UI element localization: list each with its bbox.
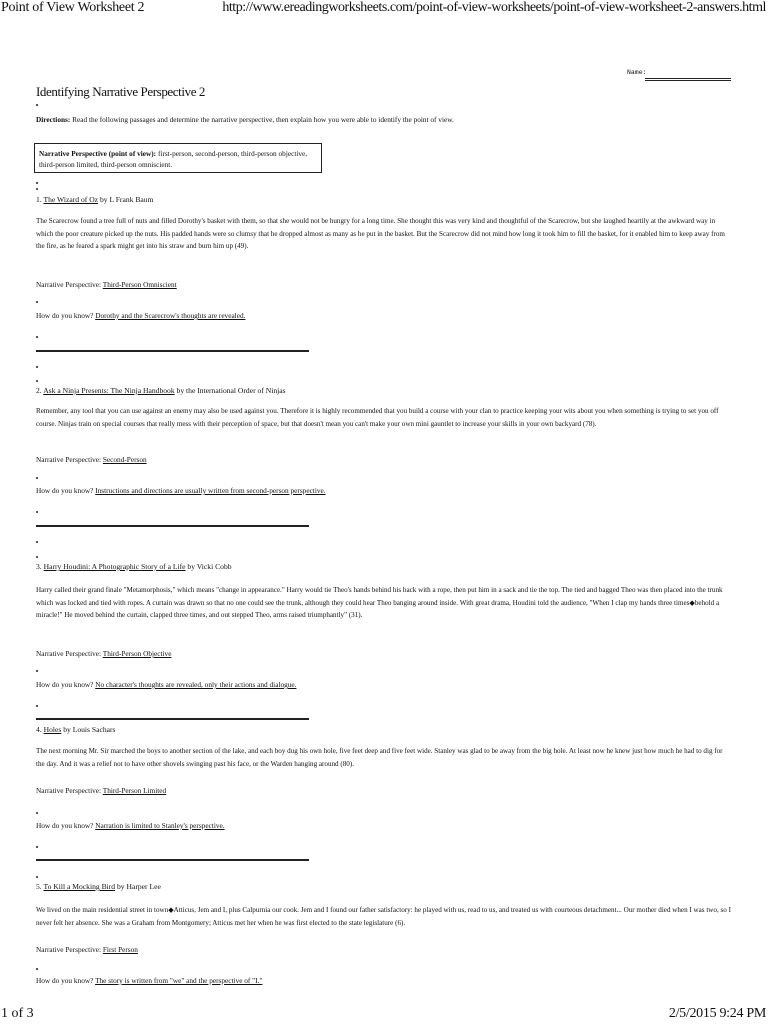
question-number: 4. bbox=[36, 725, 44, 734]
bullet-dot bbox=[36, 556, 38, 558]
question-2-reason bbox=[36, 486, 326, 495]
directions-text: Read the following passages and determine the narrative perspective, then explain how you were able to identify the point of view. bbox=[70, 115, 454, 124]
directions-label: Directions: bbox=[36, 115, 71, 124]
how-label: How do you know? bbox=[36, 976, 96, 985]
definition-label: Narrative Perspective (point of view): bbox=[39, 149, 157, 158]
bullet-dot bbox=[36, 188, 38, 190]
perspective-answer: Third-Person Limited bbox=[102, 786, 167, 795]
question-number: 5. bbox=[36, 882, 44, 891]
how-label: How do you know? bbox=[36, 311, 96, 320]
perspective-label: Narrative Perspective: bbox=[36, 786, 103, 795]
print-page-count: 1 of 3 bbox=[1, 1006, 34, 1021]
question-5-perspective bbox=[36, 945, 138, 954]
bullet-dot bbox=[36, 670, 38, 672]
bullet-dot bbox=[36, 336, 38, 338]
answer-line bbox=[36, 718, 309, 720]
question-1-reason bbox=[36, 311, 245, 320]
question-number: 1. bbox=[36, 195, 44, 204]
bullet-dot bbox=[36, 812, 38, 814]
reason-answer: No character's thoughts are revealed, only their actions and dialogue. bbox=[95, 680, 297, 689]
book-title: Harry Houdini: A Photographic Story of a Life bbox=[43, 562, 186, 571]
book-author: by Harper Lee bbox=[115, 882, 161, 891]
bullet-dot bbox=[36, 380, 38, 382]
question-3-title bbox=[36, 562, 232, 571]
name-label: Name: bbox=[627, 69, 647, 76]
book-title: Ask a Ninja Presents: The Ninja Handbook bbox=[43, 386, 175, 395]
reason-answer: Dorothy and the Scarecrow's thoughts are revealed. bbox=[95, 311, 246, 320]
question-4-passage: The next morning Mr. Sir marched the boys to another section of the lake, and each boy dug his own hole, five feet deep and five feet wide. Stanley was glad to be away from the big hole. At least now he knew just how much he had to dig for the day. And it was a relief not to have other shovels swinging past his face, or the Warden hanging around (80). bbox=[36, 747, 723, 768]
print-url: http://www.ereadingworksheets.com/point-of-view-worksheets/point-of-view-worksheet-2-answers.html bbox=[222, 0, 766, 15]
name-field-line-lower bbox=[645, 80, 731, 81]
question-3-passage: Harry called their grand finale "Metamorphosis," which means "change in appearance." Harry would tie Theo's hands behind his back with a rope, then put him in a sack and tie the top. The tied and bagged Theo was then placed into the trunk which was locked and tied with ropes. A curtain was drawn so that no one could see the trunk, although they could hear Theo banging around inside. With great drama, Houdini told the audience, "When I clap my hands three times◆behold a miracle!" He moved behind the curtain, clapped three times, and out stepped Theo, arms raised triumphantly" (31). bbox=[36, 586, 723, 619]
answer-line bbox=[36, 350, 309, 352]
bullet-dot bbox=[36, 846, 38, 848]
question-2-title bbox=[36, 386, 286, 395]
question-3-reason bbox=[36, 680, 296, 689]
question-2-perspective bbox=[36, 455, 147, 464]
question-1-perspective bbox=[36, 280, 177, 289]
worksheet-title: Identifying Narrative Perspective 2 bbox=[36, 84, 206, 99]
reason-answer: The story is written from "we" and the perspective of "I." bbox=[95, 976, 263, 985]
how-label: How do you know? bbox=[36, 486, 96, 495]
question-5-passage: We lived on the main residential street in town◆Atticus, Jem and I, plus Calpurnia our cook. Jem and I found our father satisfactory: he played with us, read to us, and treated us with courteous detachment... Our mother died when I was two, so I never felt her absence. She was a Graham from Montgomery; Atticus met her when he was first elected to the state legislature (6). bbox=[36, 906, 731, 927]
question-1-passage: The Scarecrow found a tree full of nuts and filled Dorothy's basket with them, so that she would not be hungry for a long time. She thought this was very kind and thoughtful of the Scarecrow, but she laughed heartily at the awkward way in which the poor creature picked up the nuts. His padded hands were so clumsy that he dropped almost as many as he put in the basket. But the Scarecrow did not mind how long it took him to fill the basket, for it enabled him to keep away from the fire, as he feared a spark might get into his straw and burn him up (49). bbox=[36, 217, 725, 250]
bullet-dot bbox=[36, 182, 38, 184]
book-author: by Vicki Cobb bbox=[185, 562, 232, 571]
book-author: by L Frank Baum bbox=[98, 195, 154, 204]
bullet-dot bbox=[36, 104, 38, 106]
question-2-passage: Remember, any tool that you can use against an enemy may also be used against you. Therefore it is highly recommended that you build a course with your clan to practice keeping your wits about you when something is trying to set you off course. Ninjas train on special courses that really mess with their perception of space, but that doesn't mean you can't make your own mini gauntlet to increase your skills in your own backyard (78). bbox=[36, 407, 719, 428]
perspective-answer: Second-Person bbox=[102, 455, 147, 464]
book-title: The Wizard of Oz bbox=[43, 195, 99, 204]
print-page-title: Point of View Worksheet 2 bbox=[1, 0, 145, 15]
question-4-perspective bbox=[36, 786, 166, 795]
book-title: To Kill a Mocking Bird bbox=[43, 882, 116, 891]
definition-text: first-person, second-person, third-person objective, third-person limited, third-person omniscient. bbox=[39, 149, 308, 169]
question-4-title bbox=[36, 725, 116, 734]
bullet-dot bbox=[36, 477, 38, 479]
how-label: How do you know? bbox=[36, 680, 96, 689]
perspective-label: Narrative Perspective: bbox=[36, 649, 103, 658]
question-5-reason bbox=[36, 976, 262, 985]
perspective-label: Narrative Perspective: bbox=[36, 280, 103, 289]
question-5-title bbox=[36, 882, 161, 891]
answer-line bbox=[36, 525, 309, 527]
perspective-answer: First Person bbox=[102, 945, 138, 954]
perspective-answer: Third-Person Objective bbox=[102, 649, 172, 658]
book-author: by Louis Sachars bbox=[61, 725, 116, 734]
question-number: 2. bbox=[36, 386, 44, 395]
print-datetime: 2/5/2015 9:24 PM bbox=[668, 1006, 766, 1021]
question-3-perspective bbox=[36, 649, 171, 658]
perspective-label: Narrative Perspective: bbox=[36, 945, 103, 954]
bullet-dot bbox=[36, 541, 38, 543]
bullet-dot bbox=[36, 968, 38, 970]
answer-line bbox=[36, 859, 309, 861]
bullet-dot bbox=[36, 366, 38, 368]
bullet-dot bbox=[36, 876, 38, 878]
question-1-title bbox=[36, 195, 153, 204]
how-label: How do you know? bbox=[36, 821, 96, 830]
perspective-label: Narrative Perspective: bbox=[36, 455, 103, 464]
directions bbox=[36, 115, 454, 124]
question-number: 3. bbox=[36, 562, 44, 571]
reason-answer: Narration is limited to Stanley's perspective. bbox=[95, 821, 225, 830]
book-title: Holes bbox=[43, 725, 62, 734]
bullet-dot bbox=[36, 511, 38, 513]
name-field-line bbox=[645, 78, 731, 79]
book-author: by the International Order of Ninjas bbox=[174, 386, 286, 395]
perspective-answer: Third-Person Omniscient bbox=[102, 280, 177, 289]
question-4-reason bbox=[36, 821, 225, 830]
bullet-dot bbox=[36, 705, 38, 707]
bullet-dot bbox=[36, 301, 38, 303]
definition-box bbox=[34, 143, 322, 173]
reason-answer: Instructions and directions are usually written from second-person perspective. bbox=[95, 486, 326, 495]
